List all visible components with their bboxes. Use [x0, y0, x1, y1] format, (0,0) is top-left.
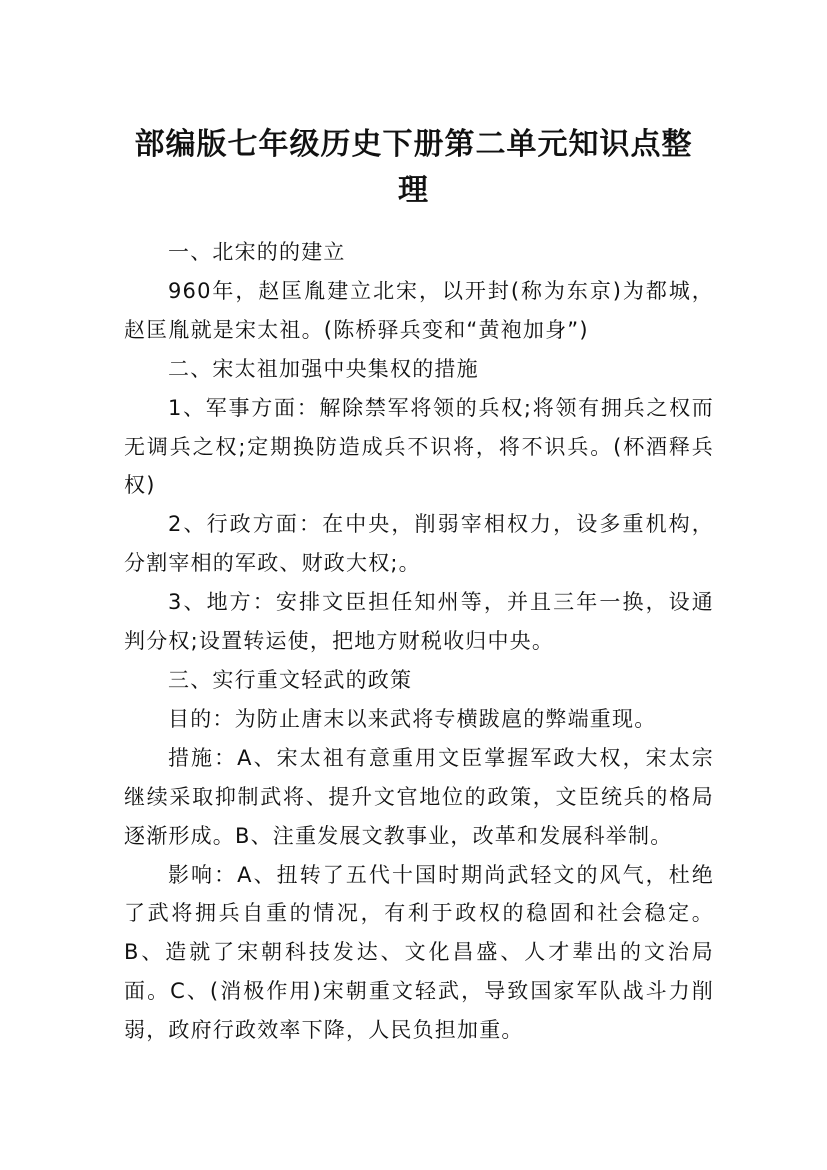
paragraph-policy-measures: 措施：A、宋太祖有意重用文臣掌握军政大权，宋太宗继续采取抑制武将、提升文官地位的政策，文臣统兵的格局逐渐形成。B、注重发展文教事业，改革和发展科举制。: [124, 745, 714, 848]
paragraph-administrative-measures: 2、行政方面：在中央，削弱宰相权力，设多重机构，分割宰相的军政、财政大权;。: [124, 512, 714, 576]
heading-civil-over-military-policy: 三、实行重文轻武的政策: [168, 667, 413, 692]
paragraph-local-measures: 3、地方：安排文臣担任知州等，并且三年一换，设通判分权;设置转运使，把地方财税收归中央。: [124, 590, 714, 654]
paragraph-founding-details: 960年，赵匡胤建立北宋，以开封(称为东京)为都城，赵匡胤就是宋太祖。(陈桥驿兵变和“黄袍加身”): [124, 278, 714, 342]
paragraph-military-measures: 1、军事方面：解除禁军将领的兵权;将领有拥兵之权而无调兵之权;定期换防造成兵不识将，将不识兵。(杯酒释兵权): [124, 395, 714, 498]
heading-founding-of-northern-song: 一、北宋的的建立: [168, 240, 346, 264]
document-body: [124, 233, 714, 1050]
heading-centralization-measures: 二、宋太祖加强中央集权的措施: [168, 356, 479, 381]
paragraph-policy-impact: 影响：A、扭转了五代十国时期尚武轻文的风气，杜绝了武将拥兵自重的情况，有利于政权的稳固和社会稳定。B、造就了宋朝科技发达、文化昌盛、人才辈出的文治局面。C、(消极作用)宋朝重文轻武，导致国家军队战斗力削弱，政府行政效率下降，人民负担加重。: [124, 862, 714, 1043]
paragraph-policy-purpose: 目的：为防止唐末以来武将专横跋扈的弊端重现。: [168, 706, 657, 731]
title-line-1: 部编版七年级历史下册第二单元知识点整: [134, 127, 693, 163]
title-line-2: 理: [398, 173, 429, 209]
document-title: [0, 122, 827, 214]
